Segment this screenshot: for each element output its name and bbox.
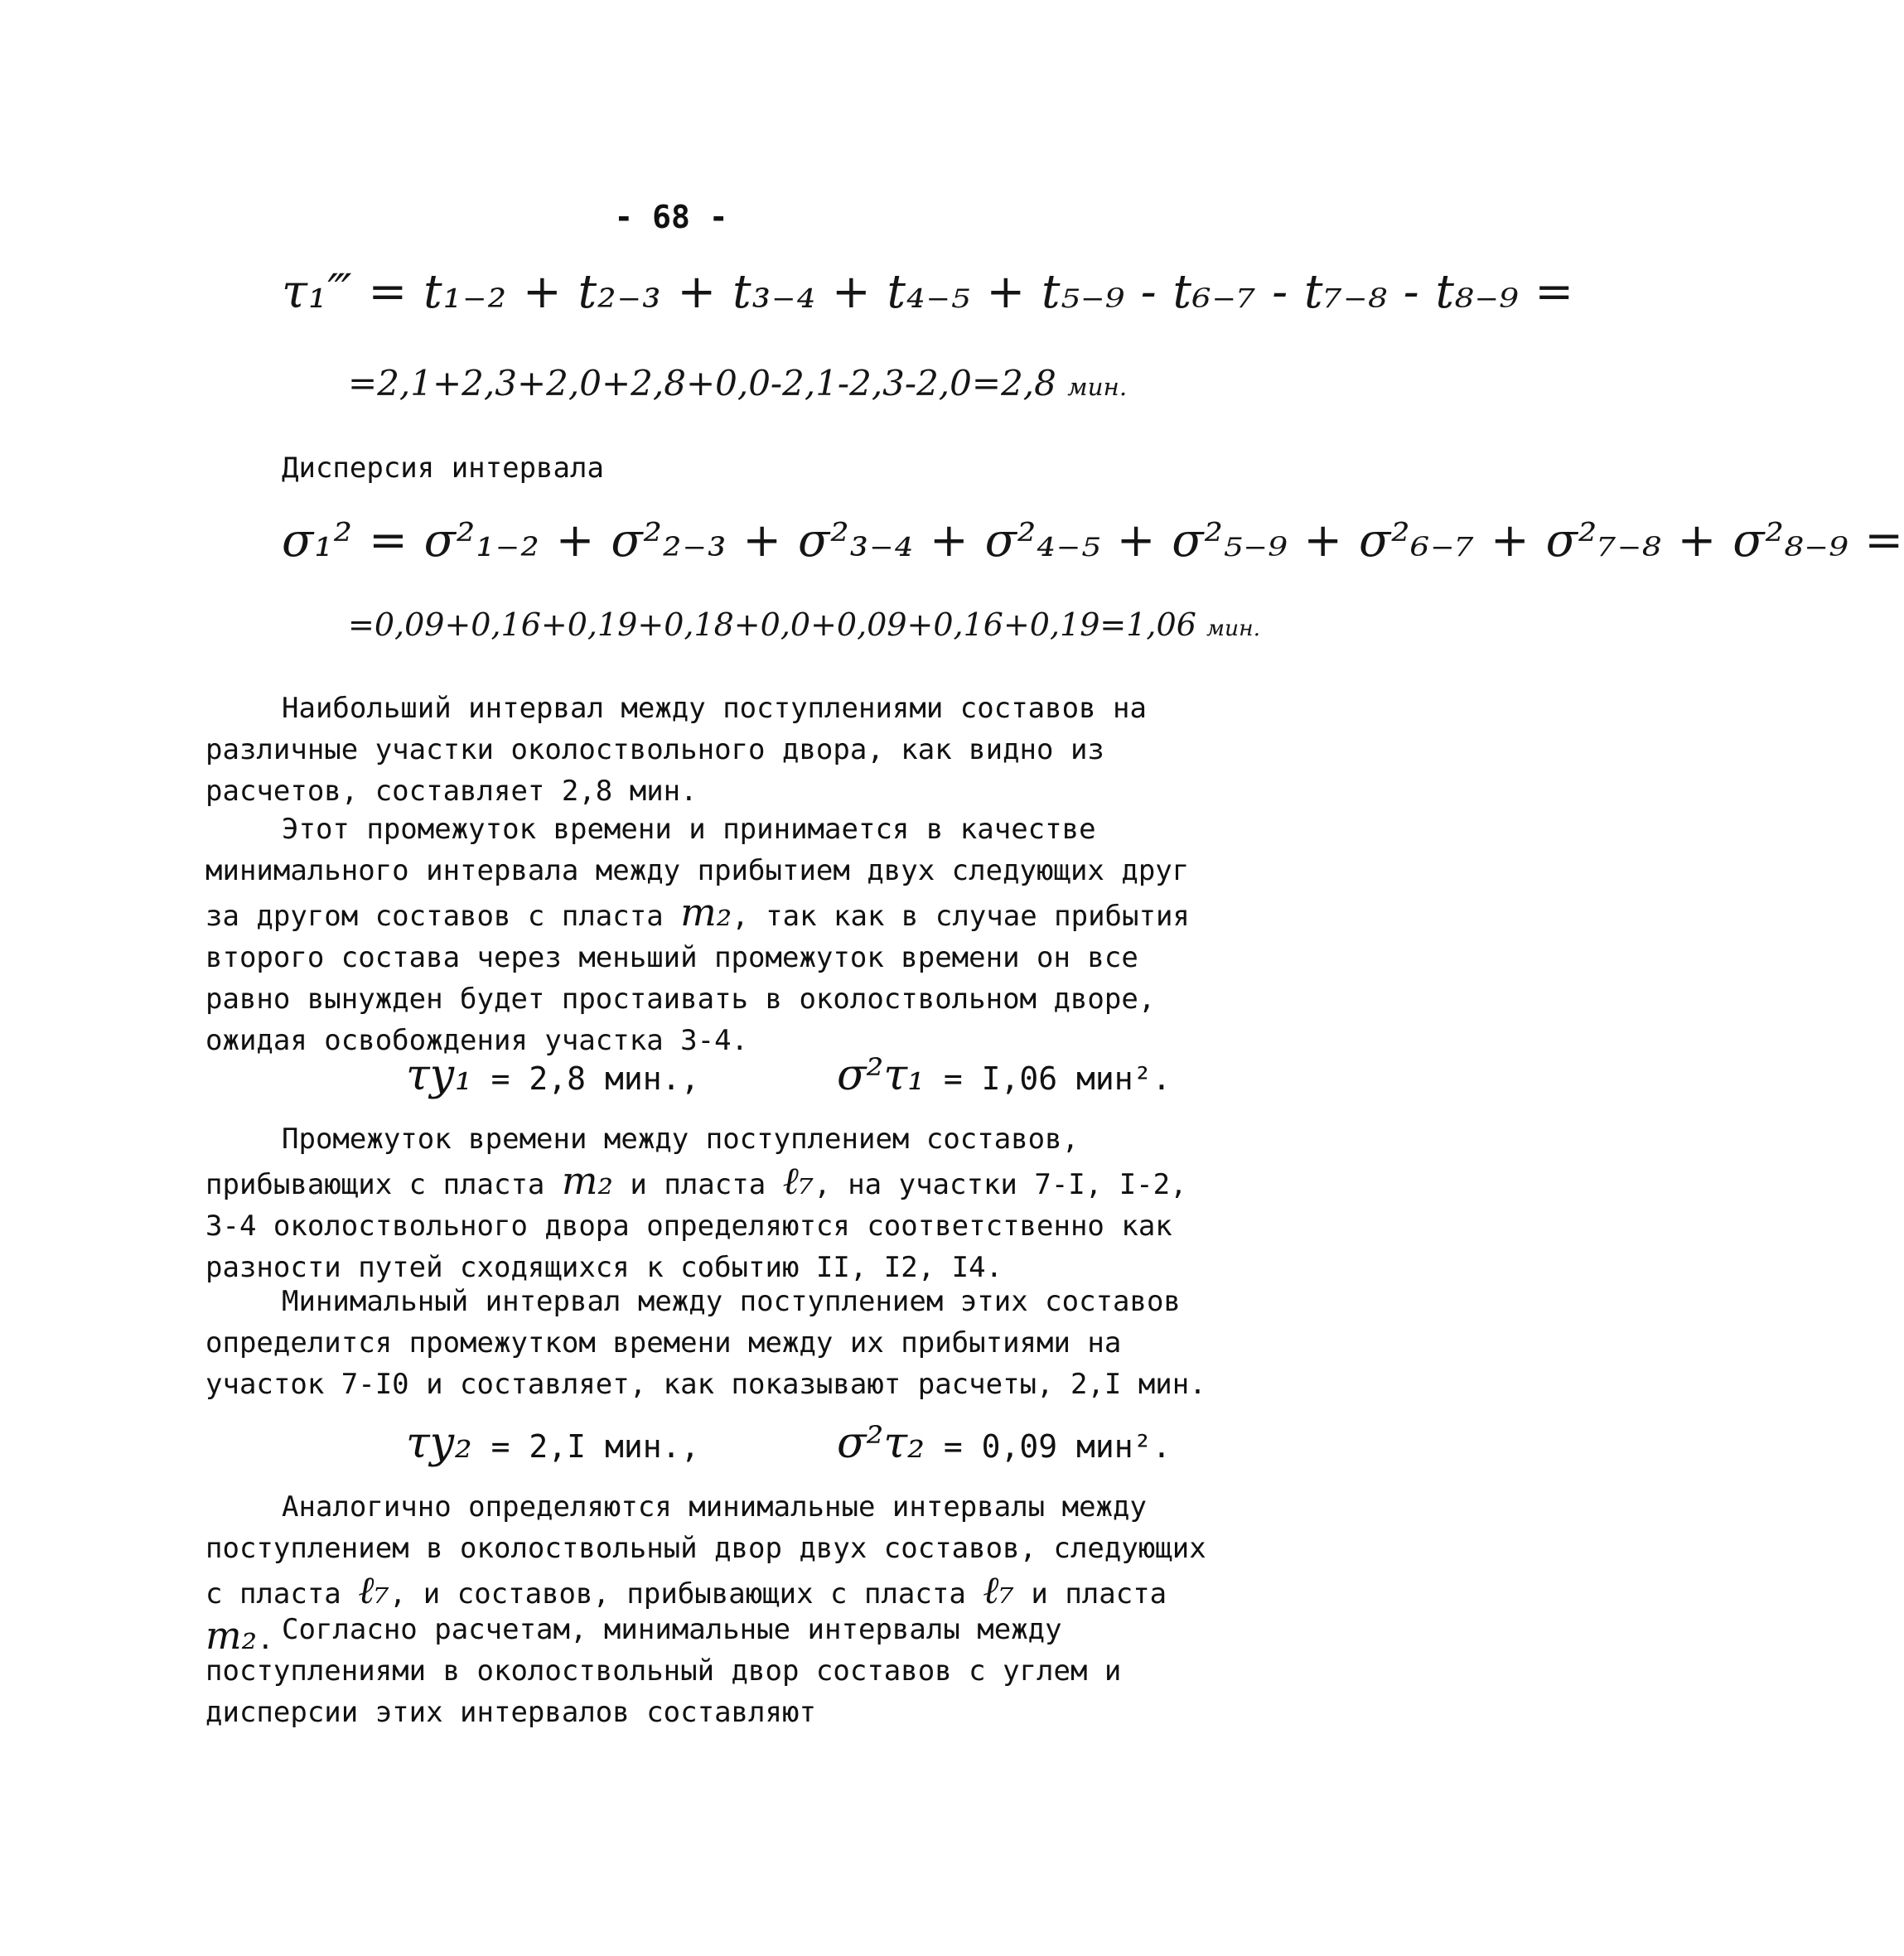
page-number: - 68 - <box>614 199 728 235</box>
formula-tau-y1-value: = 2,8 мин., <box>490 1060 700 1097</box>
equation-sigma-unit: мин. <box>1206 616 1261 641</box>
equation-sigma-calculation <box>348 606 1260 643</box>
equation-tau-lhs: τ₁‴ <box>282 265 353 319</box>
paragraph-analogous-text-b: , и составов, прибывающих с пласта <box>389 1577 983 1611</box>
formula-tau-y2-value: = 2,I мин., <box>490 1428 700 1465</box>
paragraph-min-interval-text-b: , так как в случае прибытия второго состава через меньший промежуток времени он все равно вынужден будет простаивать в околоствольном дворе, ожидая освобождения участка 3-4. <box>205 900 1190 1057</box>
paragraph-interval-two-seams-text-a: Промежуток времени между поступлением составов, прибывающих с пласта <box>205 1123 1080 1201</box>
equation-sigma-lhs: σ₁² <box>282 514 354 567</box>
formula-tau-y2-symbol: τу₂ <box>406 1418 472 1468</box>
equation-tau-calculation <box>348 363 1127 403</box>
formula-sigma-2-symbol: σ²τ₂ <box>837 1418 925 1468</box>
seam-symbol-m2: m₂ <box>680 890 732 935</box>
paragraph-min-interval-text-a: Этот промежуток времени и принимается в качестве минимального интервала между прибытием двух следующих друг за другом составов с пласта <box>205 813 1190 933</box>
equation-sigma-values: =0,09+0,16+0,19+0,18+0,0+0,09+0,16+0,19=1,06 <box>348 606 1196 643</box>
paragraph-conclusion: Согласно расчетам, минимальные интервалы между поступлениями в околоствольный двор составов с углем и дисперсии этих интервалов составляют <box>205 1613 1122 1729</box>
paragraph-max-interval: Наибольший интервал между поступлениями составов на различные участки околоствольного двора, как видно из расчетов, составляет 2,8 мин. <box>205 692 1147 808</box>
formula-tau-y1-symbol: τу₁ <box>406 1050 472 1100</box>
seam-symbol-m2: m₂ <box>561 1158 613 1203</box>
formula-sigma-2-value: = 0,09 мин². <box>943 1428 1172 1465</box>
equation-tau-unit: мин. <box>1067 373 1128 401</box>
formula-sigma-1 <box>837 1050 1171 1100</box>
paragraph-analogous-text-d: . <box>257 1623 274 1656</box>
equation-sigma-sum <box>282 514 1904 567</box>
paragraph-min-interval <box>205 809 1233 1061</box>
seam-symbol-l7: ℓ₇ <box>358 1567 389 1612</box>
equation-tau-expression: = t₁₋₂ + t₂₋₃ + t₃₋₄ + t₄₋₅ + t₅₋₉ - t₆₋₇ - t₇₋₈ - t₈₋₉ = <box>368 265 1575 319</box>
seam-symbol-m2: m₂ <box>205 1613 258 1658</box>
paragraph-interval-two-seams <box>205 1118 1233 1288</box>
equation-sigma-expression: = σ²₁₋₂ + σ²₂₋₃ + σ²₃₋₄ + σ²₄₋₅ + σ²₅₋₉ + σ²₆₋₇ + σ²₇₋₈ + σ²₈₋₉ = <box>368 514 1904 567</box>
formula-sigma-1-value: = I,06 мин². <box>943 1060 1172 1097</box>
seam-symbol-l7: ℓ₇ <box>983 1567 1014 1612</box>
paragraph-interval-two-seams-text-b: и пласта <box>612 1168 783 1201</box>
paragraph-analogous-text-c: и пласта <box>1013 1577 1167 1611</box>
dispersion-label: Дисперсия интервала <box>282 452 604 485</box>
seam-symbol-l7: ℓ₇ <box>782 1158 814 1203</box>
formula-tau-y2 <box>406 1418 699 1468</box>
equation-tau-sum <box>282 265 1574 319</box>
formula-tau-y1 <box>406 1050 699 1100</box>
formula-sigma-1-symbol: σ²τ₁ <box>837 1050 925 1100</box>
equation-tau-values: =2,1+2,3+2,0+2,8+0,0-2,1-2,3-2,0=2,8 <box>348 363 1056 403</box>
paragraph-analogous-text-a: Аналогично определяются минимальные интервалы между поступлением в околоствольный двор двух составов, следующих с пласта <box>205 1490 1206 1611</box>
formula-sigma-2 <box>837 1418 1171 1468</box>
paragraph-interval-two-seams-text-c: , на участки 7-I, I-2, 3-4 околоствольного двора определяются соответственно как разности путей сходящихся к событию II, I2, I4. <box>205 1168 1187 1284</box>
paragraph-min-interval-result: Минимальный интервал между поступлением этих составов определится промежутком времени между их прибытиями на участок 7-I0 и составляет, как показывают расчеты, 2,I мин. <box>205 1285 1206 1401</box>
